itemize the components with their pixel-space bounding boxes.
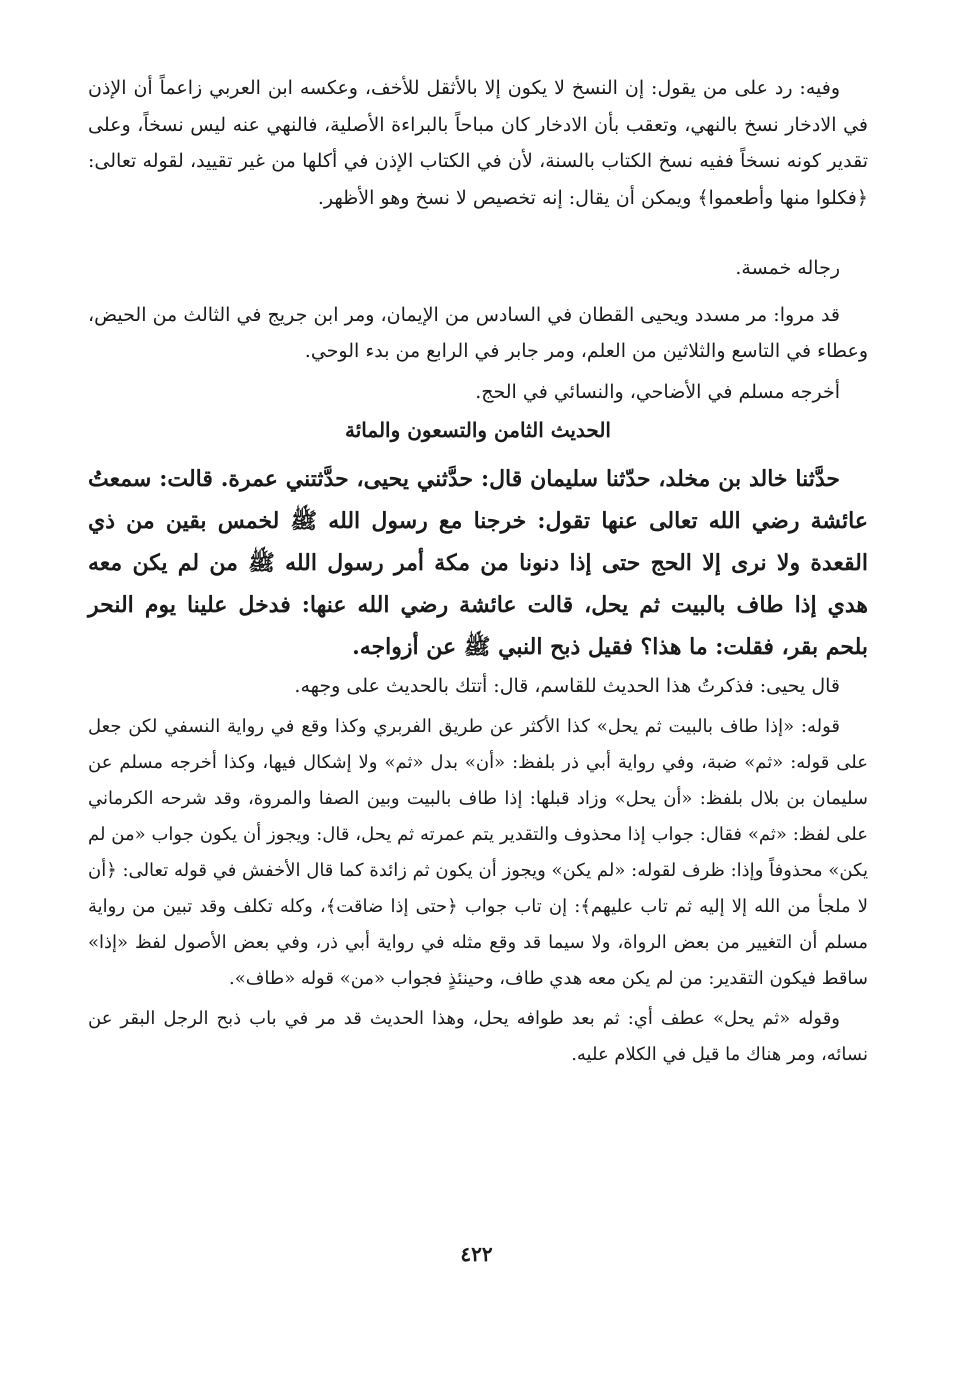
commentary-paragraph-explanation: قوله: «إذا طاف بالبيت ثم يحل» كذا الأكثر عن طريق الفربري وكذا وقع في رواية النسفي لكن جعل على قوله: «ثم» ضبة، وفي رواية أبي ذر بلفظ: «أن» بدل «ثم» ولا إشكال فيها، وكذا أخرجه مسلم عن سليمان بن بلال بلفظ: «أن يحل» وزاد قبلها: إذا طاف بالبيت وبين الصفا والمروة، وقد شرحه الكرماني على لفظ: «ثم» فقال: جواب إذا محذوف والتقدير يتم عمرته ثم يحل، قال: ويجوز أن يكون جواب «من لم يكن» محذوفاً وإذا: ظرف لقوله: «لم يكن» ويجوز أن يكون ثم زائدة كما قال الأخفش في قوله تعالى: ﴿أن لا ملجأ من الله إلا إليه ثم تاب عليهم﴾: إن تاب جواب ﴿حتى إذا ضاقت﴾، وكله تكلف وقد تبين من رواية مسلم أن التغيير من بعض الرواة، ولا سيما قد وقع مثله في رواية أبي ذر، وفي بعض الأصول لفظ «إذا» ساقط فيكون التقدير: من لم يكن معه هدي طاف، وحينئذٍ فجواب «من» قوله «طاف».	[88, 715, 868, 989]
takhrij-note: أخرجه مسلم في الأضاحي، والنسائي في الحج.	[475, 380, 840, 403]
hadith-heading: الحديث الثامن والتسعون والمائة	[345, 418, 611, 442]
page-number: ٤٢٢	[460, 1242, 493, 1266]
page-body	[88, 70, 868, 1073]
hadith-text: حدَّثنا خالد بن مخلد، حدّثنا سليمان قال: حدَّثني يحيى، حدَّثتني عمرة. قالت: سمعتُ عائشة رضي الله تعالى عنها تقول: خرجنا مع رسول الله ﷺ لخمس بقين من ذي القعدة ولا نرى إلا الحج حتى إذا دنونا من مكة أمر رسول الله ﷺ من لم يكن معه هدي إذا طاف بالبيت ثم يحل، قالت عائشة رضي الله عنها: فدخل علينا يوم النحر بلحم بقر، فقلت: ما هذا؟ فقيل ذبح النبي ﷺ عن أزواجه.	[88, 466, 868, 660]
yahya-note: قال يحيى: فذكرتُ هذا الحديث للقاسم، قال: أتتك بالحديث على وجهه.	[294, 675, 840, 697]
narrators-references: قد مروا: مر مسدد ويحيى القطان في السادس من الإيمان، ومر ابن جريج في الثالث من الحيض، وعطاء في التاسع والثلاثين من العلم، ومر جابر في الرابع من بدء الوحي.	[88, 303, 868, 362]
spacer	[88, 287, 868, 297]
narrators-count: رجاله خمسة.	[735, 257, 840, 279]
spacer	[88, 216, 868, 250]
commentary-paragraph-closing: وقوله «ثم يحل» عطف أي: ثم بعد طوافه يحل، وهذا الحديث قد مر في باب ذبح الرجل البقر عن نسائه، ومر هناك ما قيل في الكلام عليه.	[88, 1007, 868, 1065]
commentary-paragraph-abrogation: وفيه: رد على من يقول: إن النسخ لا يكون إلا بالأثقل للأخف، وعكسه ابن العربي زاعماً أن الإذن في الادخار نسخ بالنهي، وتعقب بأن الادخار كان مباحاً بالبراءة الأصلية، فالنهي عنه ليس نسخاً، وعلى تقدير كونه نسخاً ففيه نسخ الكتاب بالسنة، لأن في الكتاب الإذن في أكلها من غير تقييد، لقوله تعالى: ﴿فكلوا منها وأطعموا﴾ ويمكن أن يقال: إنه تخصيص لا نسخ وهو الأظهر.	[88, 77, 868, 209]
